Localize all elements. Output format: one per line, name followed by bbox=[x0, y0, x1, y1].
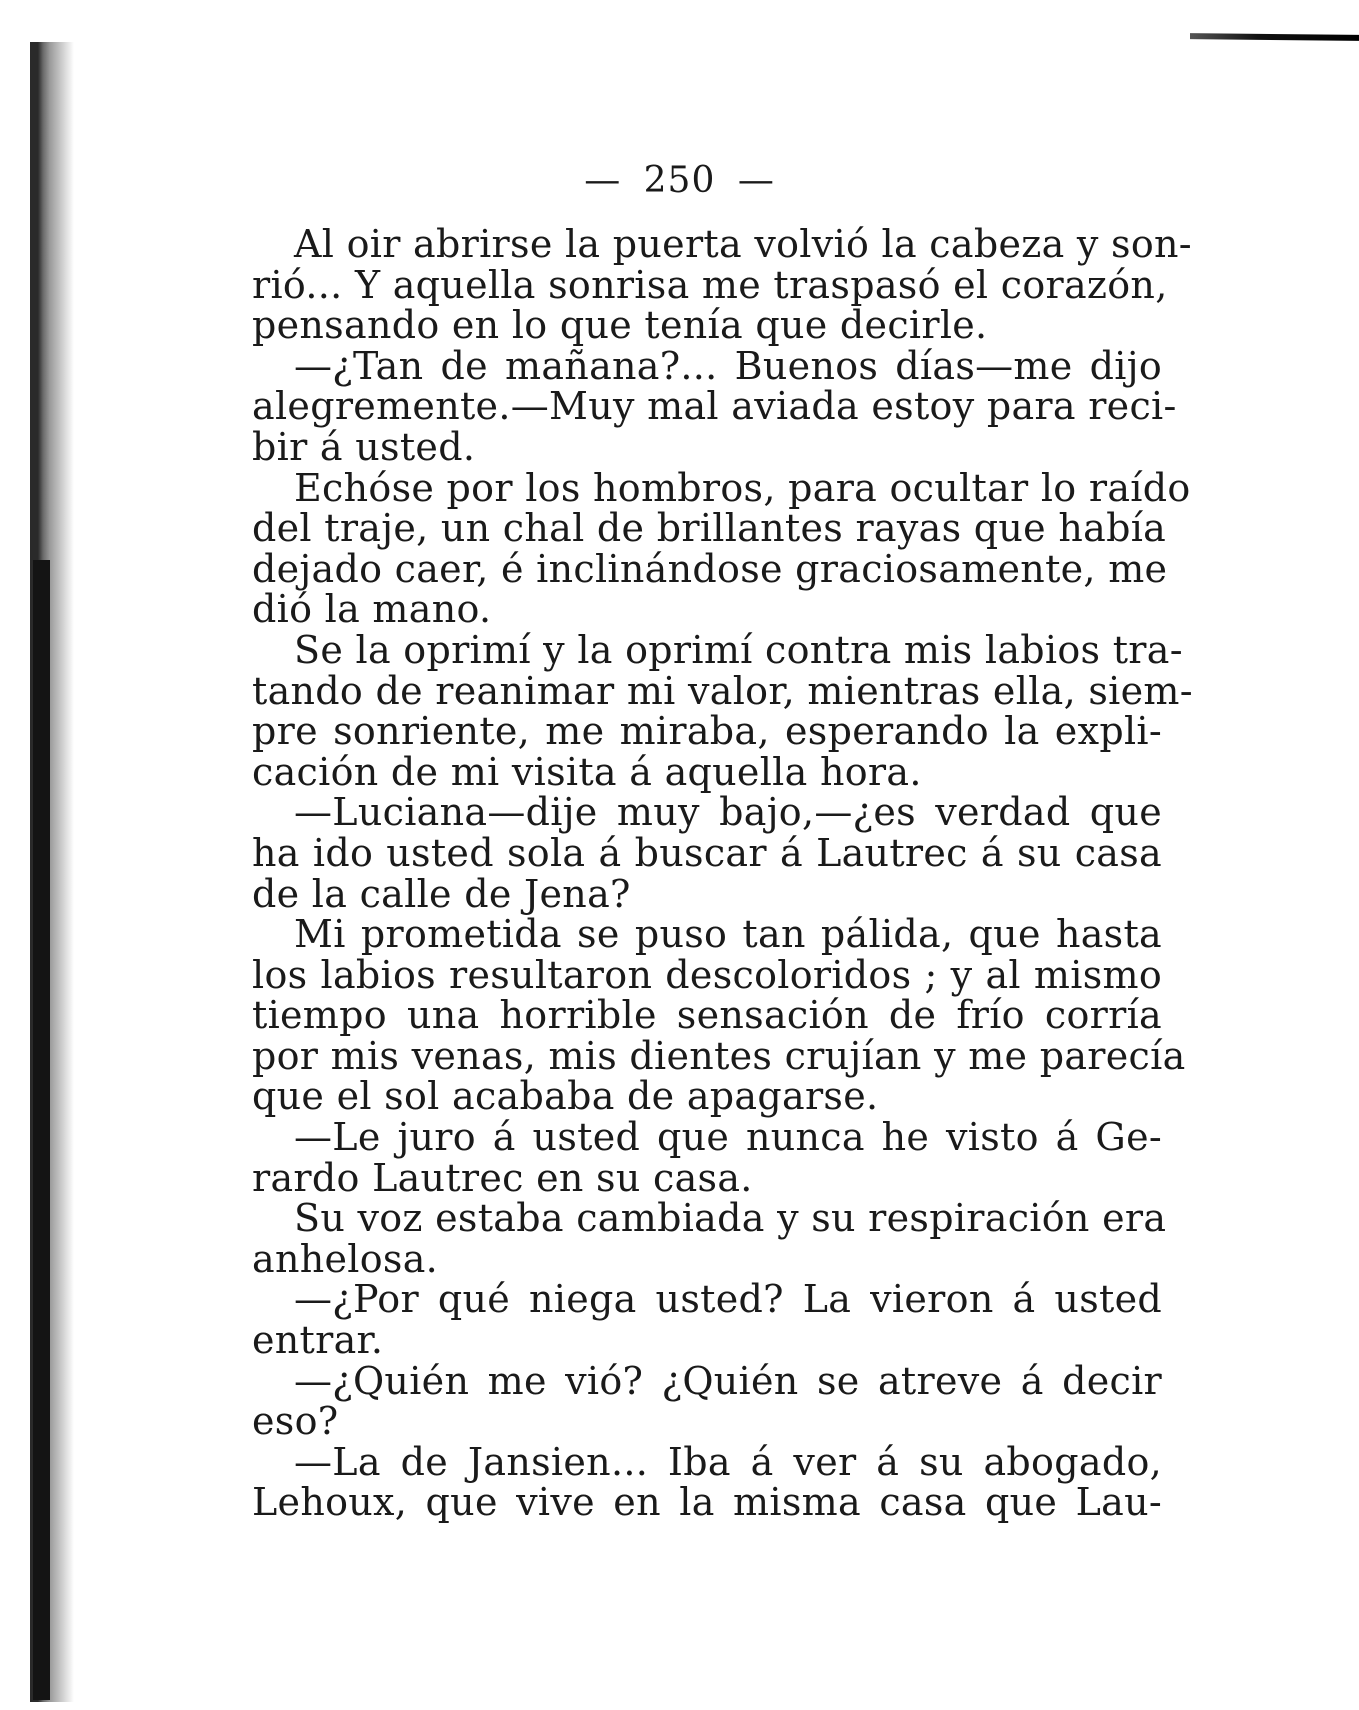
text-line: —Le juro á usted que nunca he visto á Ge- bbox=[294, 1115, 1162, 1160]
page-number-value: 250 bbox=[643, 160, 716, 201]
text-line: cación de mi visita á aquella hora. bbox=[252, 749, 922, 794]
text-line: Lehoux, que vive en la misma casa que Lau- bbox=[252, 1480, 1162, 1525]
text-line: Echóse por los hombros, para ocultar lo raído bbox=[294, 465, 1191, 510]
text-line: Se la oprimí y la oprimí contra mis labios tra- bbox=[294, 627, 1183, 672]
text-line: Al oir abrirse la puerta volvió la cabeza y son- bbox=[294, 222, 1192, 266]
text-line: —¿Quién me vió? ¿Quién se atreve á decir bbox=[294, 1358, 1162, 1403]
text-line: rió... Y aquella sonrisa me traspasó el corazón, bbox=[252, 262, 1168, 307]
text-line: que el sol acababa de apagarse. bbox=[252, 1074, 879, 1119]
text-line: Su voz estaba cambiada y su respiración era bbox=[294, 1196, 1167, 1241]
text-line: eso? bbox=[252, 1399, 339, 1444]
text-line: dió la mano. bbox=[252, 587, 492, 632]
text-line: alegremente.—Muy mal aviada estoy para reci- bbox=[252, 384, 1177, 429]
page-number bbox=[0, 160, 1359, 201]
text-line: tando de reanimar mi valor, mientras ella, siem- bbox=[252, 668, 1193, 713]
text-line: los labios resultaron descoloridos ; y al mismo bbox=[252, 952, 1162, 997]
text-line: —La de Jansien... Iba á ver á su abogado, bbox=[294, 1439, 1162, 1484]
text-line: de la calle de Jena? bbox=[252, 871, 631, 916]
scan-top-mark bbox=[1190, 33, 1359, 41]
text-line: ha ido usted sola á buscar á Lautrec á su casa bbox=[252, 830, 1162, 875]
page-number-dash-right: — bbox=[737, 160, 775, 201]
text-line: —Luciana—dije muy bajo,—¿es verdad que bbox=[294, 790, 1162, 835]
text-line: por mis venas, mis dientes crujían y me parecía bbox=[252, 1033, 1186, 1078]
text-line: tiempo una horrible sensación de frío corría bbox=[252, 993, 1162, 1038]
scan-binding-edge bbox=[33, 560, 50, 1700]
text-line: Mi prometida se puso tan pálida, que hasta bbox=[294, 912, 1162, 957]
text-line: rardo Lautrec en su casa. bbox=[252, 1155, 753, 1200]
text-line: del traje, un chal de brillantes rayas que había bbox=[252, 506, 1167, 551]
text-line: —¿Tan de mañana?... Buenos días—me dijo bbox=[294, 343, 1162, 388]
text-line: entrar. bbox=[252, 1318, 384, 1363]
text-line: anhelosa. bbox=[252, 1236, 439, 1281]
text-line: bir á usted. bbox=[252, 424, 476, 469]
page-number-dash-left: — bbox=[584, 160, 622, 201]
text-line: pensando en lo que tenía que decirle. bbox=[252, 303, 988, 348]
text-line: dejado caer, é inclinándose graciosamente, me bbox=[252, 546, 1168, 591]
text-line: pre sonriente, me miraba, esperando la expli- bbox=[252, 709, 1162, 754]
text-line: —¿Por qué niega usted? La vieron á usted bbox=[294, 1277, 1162, 1322]
body-text bbox=[252, 222, 1193, 1525]
